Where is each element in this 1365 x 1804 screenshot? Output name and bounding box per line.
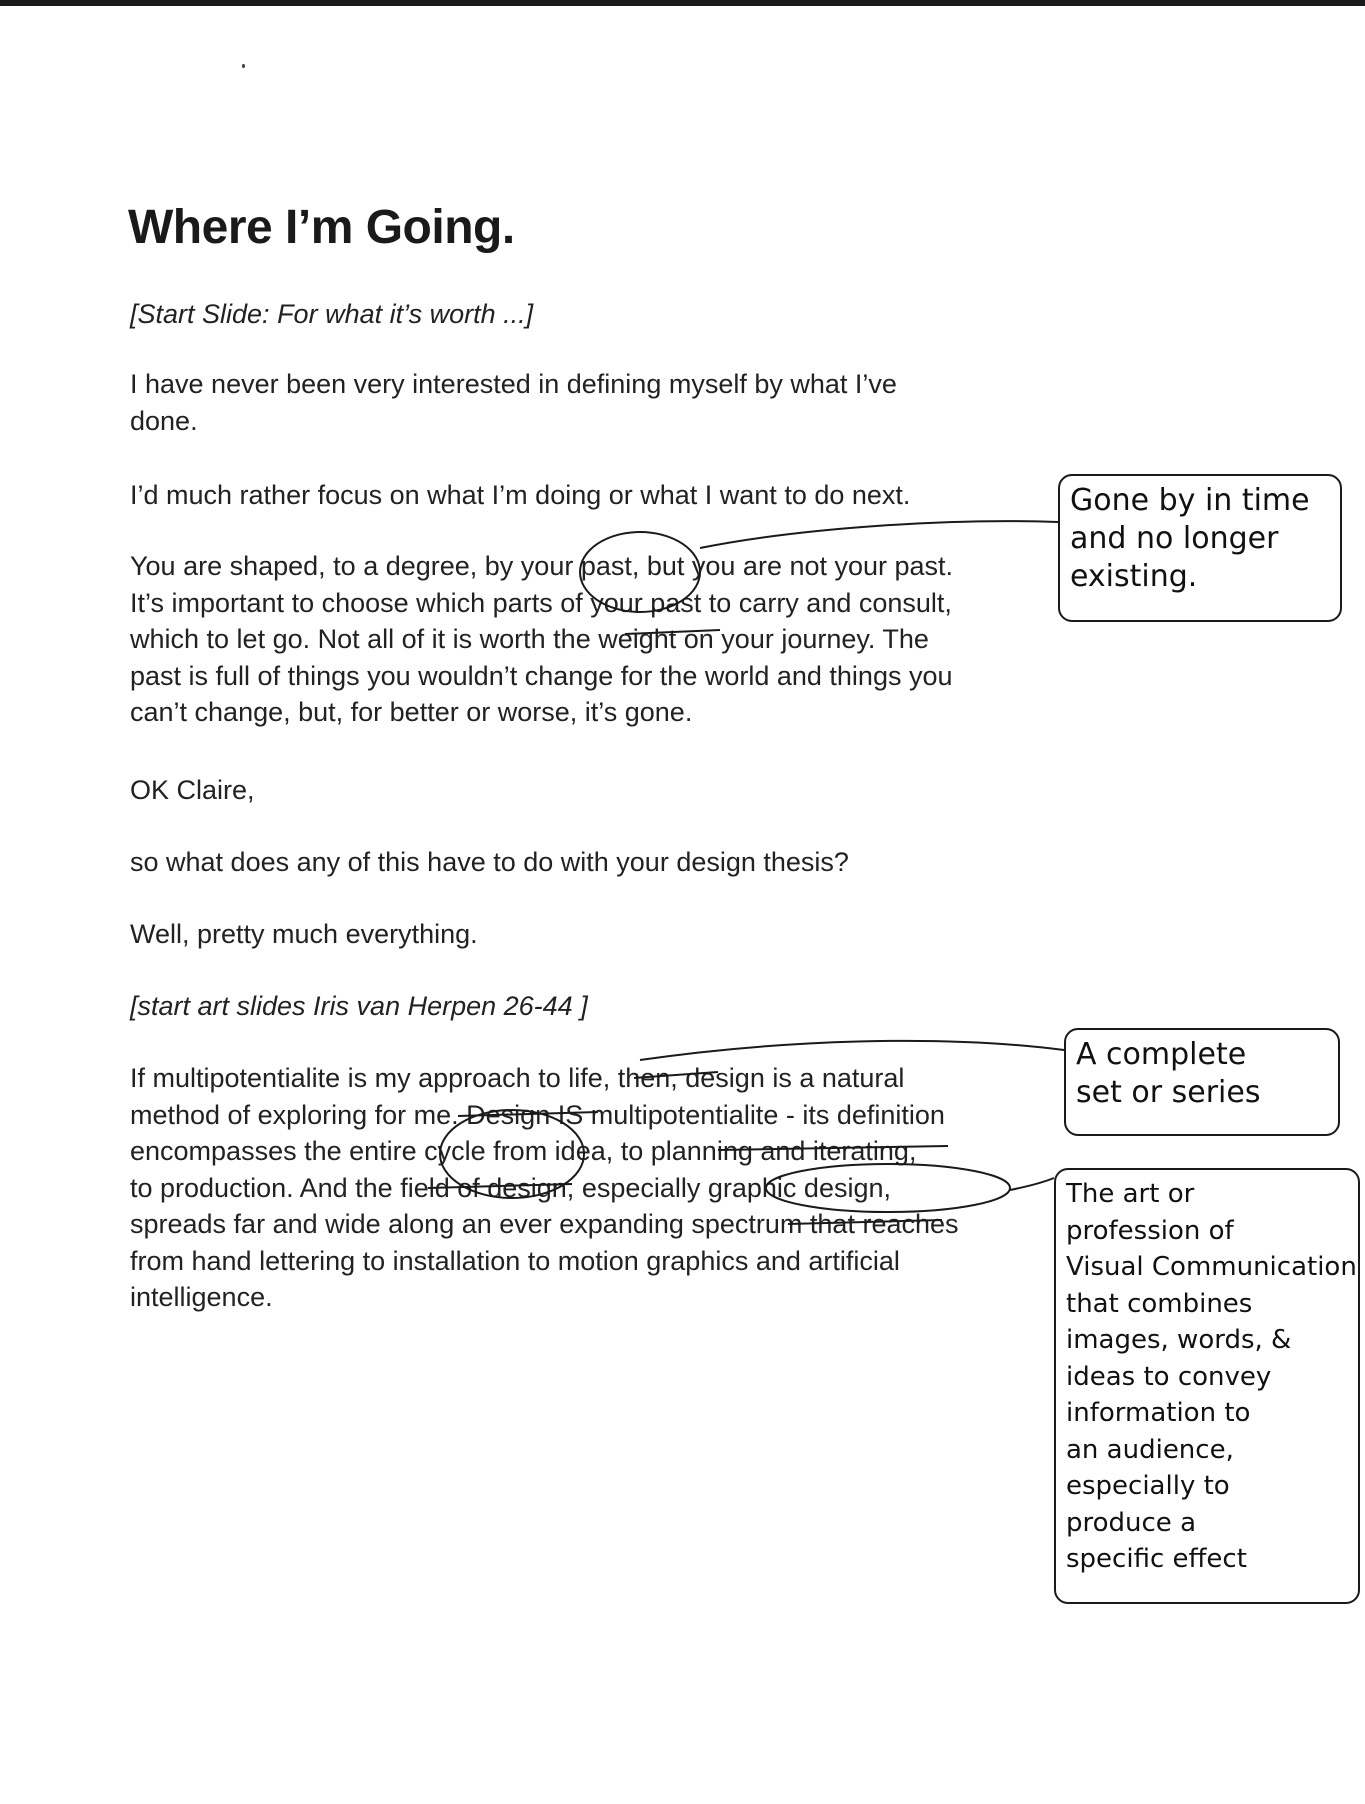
text-line: OK Claire,: [130, 775, 255, 805]
connector-line-cycle: [640, 1041, 1064, 1060]
text-line: which to let go. Not all of it is worth the weight on your journey. The: [130, 624, 929, 654]
margin-note-cycle-definition: [1064, 1028, 1340, 1136]
note-line: Gone by in time: [1070, 483, 1310, 518]
note-line: especially to: [1066, 1471, 1230, 1501]
paragraph-multipotentialite: [130, 1060, 959, 1316]
text-line: [start art slides Iris van Herpen 26-44 ]: [130, 991, 588, 1021]
text-line: If multipotentialite is my approach to life, then, design is a natural: [130, 1063, 905, 1093]
note-line: Visual Communication: [1066, 1252, 1357, 1282]
text-line: to production. And the field of design, especially graphic design,: [130, 1172, 891, 1203]
text-line: I have never been very interested in defining myself by what I’ve: [130, 369, 897, 399]
note-line: and no longer: [1070, 521, 1279, 556]
note-line: an audience,: [1066, 1434, 1234, 1465]
text-line: method of exploring for me. Design IS multipotentialite - its definition: [130, 1099, 945, 1130]
text-line: You are shaped, to a degree, by your past, but you are not your past.: [130, 551, 954, 581]
text-line: Well, pretty much everything.: [130, 919, 478, 949]
note-line: images, words, &: [1066, 1325, 1292, 1355]
paragraph-ok-claire: [130, 772, 255, 809]
paragraph-question: [130, 844, 849, 881]
note-line: ideas to convey: [1066, 1361, 1272, 1392]
text-line: can’t change, but, for better or worse, it’s gone.: [130, 697, 693, 727]
note-line: existing.: [1070, 559, 1198, 594]
connector-line-past: [700, 521, 1058, 548]
text-line: done.: [130, 405, 198, 436]
text-line: so what does any of this have to do with your design thesis?: [130, 847, 849, 877]
note-line: information to: [1066, 1398, 1251, 1428]
text-line: intelligence.: [130, 1282, 273, 1312]
note-line: produce a: [1066, 1507, 1196, 1538]
note-line: A complete: [1076, 1037, 1247, 1072]
paragraph-answer: [130, 916, 478, 953]
text-line: encompasses the entire cycle from idea, to planning and iterating,: [130, 1136, 917, 1166]
note-line: The art or: [1066, 1179, 1195, 1209]
paragraph-focus: [130, 477, 910, 514]
paragraph-past: [130, 548, 953, 731]
text-line: from hand lettering to installation to motion graphics and artificial: [130, 1245, 900, 1276]
text-line: [Start Slide: For what it’s worth ...]: [130, 299, 534, 329]
note-line: profession of: [1066, 1215, 1234, 1246]
scan-speck: [242, 64, 245, 68]
slide-note-art: [130, 988, 588, 1025]
text-line: past is full of things you wouldn’t change for the world and things you: [130, 660, 953, 691]
page-title: Where I’m Going.: [128, 201, 515, 254]
paragraph-defining: [130, 366, 897, 439]
note-line: specific effect: [1066, 1544, 1247, 1574]
margin-note-past-definition: [1058, 474, 1342, 622]
text-line: spreads far and wide along an ever expanding spectrum that reaches: [130, 1209, 959, 1239]
text-line: I’d much rather focus on what I’m doing or what I want to do next.: [130, 480, 911, 510]
scan-top-edge: [0, 0, 1365, 6]
note-line: set or series: [1076, 1075, 1261, 1110]
margin-note-graphic-design-definition: [1054, 1168, 1360, 1604]
slide-note-start: [130, 296, 533, 333]
text-line: It’s important to choose which parts of your past to carry and consult,: [130, 587, 952, 618]
connector-line-graphic-design: [1010, 1178, 1054, 1190]
note-line: that combines: [1066, 1288, 1253, 1319]
